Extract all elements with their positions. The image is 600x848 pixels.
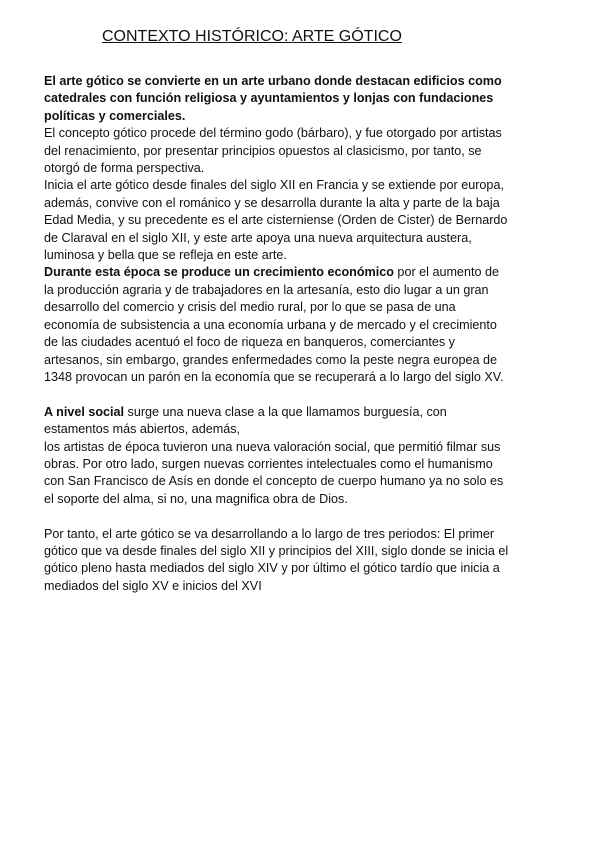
text-line: gótico que va desde finales del siglo XII y principios del XIII, siglo donde se inicia el <box>44 543 509 558</box>
text-line <box>44 264 564 281</box>
text-line: otorgó de forma perspectiva. <box>44 161 205 176</box>
text-line: economía de subsistencia a una economía urbana y de mercado y el crecimiento <box>44 317 497 332</box>
text-line: mediados del siglo XV e inicios del XVI <box>44 578 262 593</box>
intro-paragraph <box>44 73 564 125</box>
paragraph-periods <box>44 526 564 596</box>
paragraph-spacer <box>44 386 564 403</box>
bold-lead: A nivel social <box>44 404 125 419</box>
text-line: 1348 provocan un parón en la economía que se recuperará a lo largo del siglo XV. <box>44 369 504 384</box>
text-line: Inicia el arte gótico desde finales del siglo XII en Francia y se extiende por europa, <box>44 178 504 193</box>
text-line: artesanos, sin embargo, grandes enfermedades como la peste negra europea de <box>44 352 497 367</box>
paragraph-social <box>44 404 564 508</box>
text-line: El concepto gótico procede del término godo (bárbaro), y fue otorgado por artistas <box>44 126 502 141</box>
text-line: políticas y comerciales. <box>44 108 186 123</box>
text-line: gótico pleno hasta mediados del siglo XIV y por último el gótico tardío que inicia a <box>44 561 500 576</box>
bold-lead: Durante esta época se produce un crecimiento económico <box>44 265 394 280</box>
text-line <box>44 404 564 421</box>
paragraph-origin <box>44 177 564 264</box>
text-line: obras. Por otro lado, surgen nuevas corrientes intelectuales como el humanismo <box>44 456 493 471</box>
text-line: luminosa y bella que se refleja en este arte. <box>44 248 287 263</box>
text-line: estamentos más abiertos, además, <box>44 422 240 437</box>
text-line: la producción agraria y de trabajadores en la artesanía, esto dio lugar a un gran <box>44 282 489 297</box>
text-line: El arte gótico se convierte en un arte urbano donde destacan edificios como <box>44 74 502 88</box>
paragraph-economy <box>44 264 564 386</box>
text-line: catedrales con función religiosa y ayuntamientos y lonjas con fundaciones <box>44 91 494 106</box>
text-line: desarrollo del comercio y crisis del medio rural, por lo que se pasa de una <box>44 300 456 315</box>
paragraph-concept <box>44 125 564 177</box>
text-line: los artistas de época tuvieron una nueva valoración social, que permitió filmar sus <box>44 439 501 454</box>
text-line: Por tanto, el arte gótico se va desarrollando a lo largo de tres periodos: El primer <box>44 526 495 541</box>
text-line: el soporte del alma, si no, una magnifica obra de Dios. <box>44 491 348 506</box>
text-line: además, convive con el románico y se desarrolla durante la alta y parte de la baja <box>44 195 500 210</box>
text-line: de Claraval en el siglo XII, y este arte apoya una nueva arquitectura austera, <box>44 230 472 245</box>
text-line: Edad Media, y su precedente es el arte cisterniense (Orden de Cister) de Bernardo <box>44 213 508 228</box>
paragraph-spacer <box>44 508 564 525</box>
page-title: CONTEXTO HISTÓRICO: ARTE GÓTICO <box>102 28 402 45</box>
text-line: con San Francisco de Asís en donde el concepto de cuerpo humano ya no solo es <box>44 474 504 489</box>
text-line: del renacimiento, por presentar principios opuestos al clasicismo, por tanto, se <box>44 143 482 158</box>
document-body <box>44 73 564 595</box>
text-line: de las ciudades acentuó el foco de riqueza en banqueros, comerciantes y <box>44 335 455 350</box>
text-run: por el aumento de <box>393 265 499 280</box>
text-run: surge una nueva clase a la que llamamos burguesía, con <box>124 404 447 419</box>
